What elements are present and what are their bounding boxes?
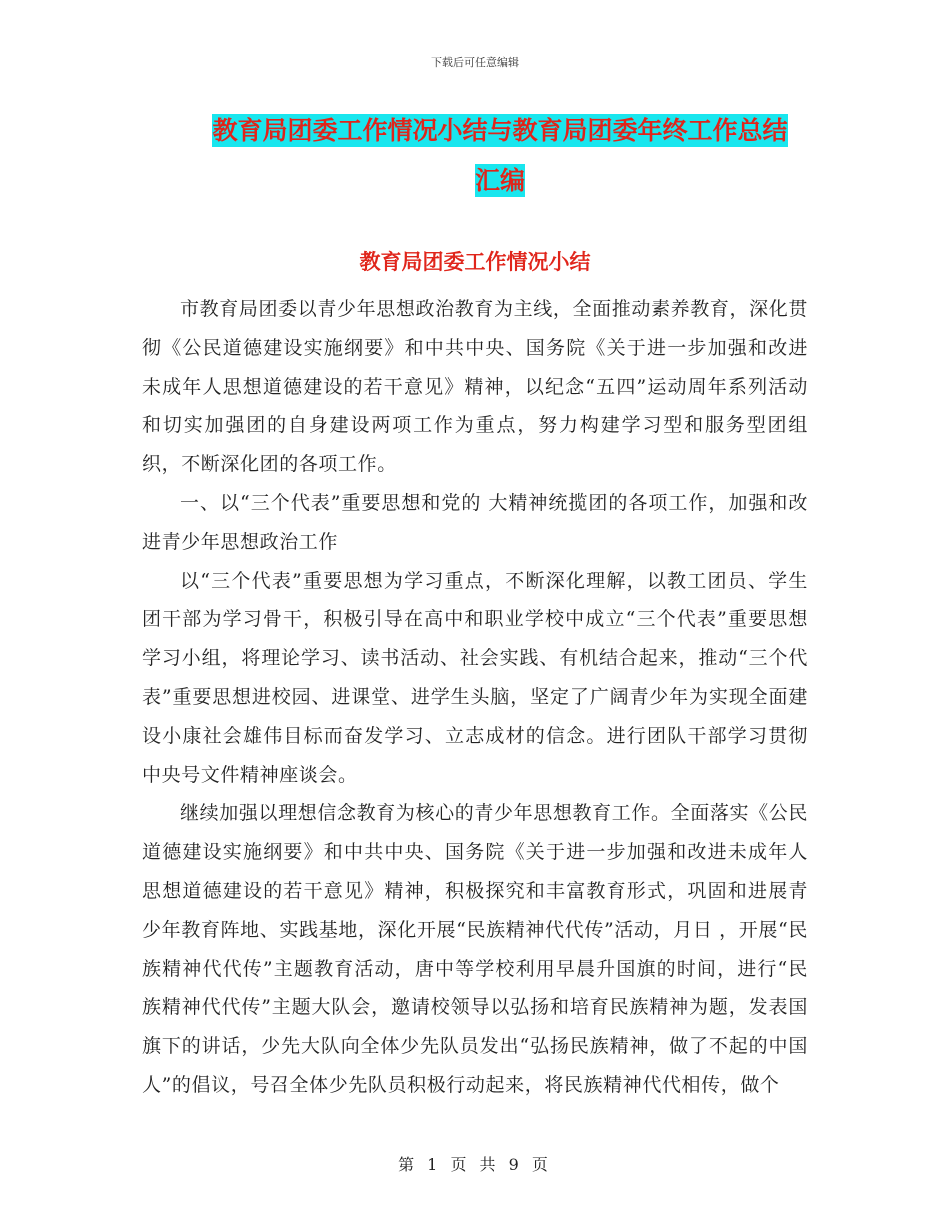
page-footer: 第 1 页 共 9 页 — [398, 1155, 552, 1174]
document-title — [150, 106, 850, 206]
paragraph-study: 以“三个代表”重要思想为学习重点，不断深化理解，以教工团员、学生团干部为学习骨干，积极引导在高中和职业学校中成立“三个代表”重要思想学习小组，将理论学习、读书活动、社会实践、有机结合起来，推动“三个代表”重要思想进校园、进课堂、进学生头脑，坚定了广阔青少年为实现全面建设小康社会雄伟目标而奋发学习、立志成材的信念。进行团队干部学习贯彻中央号文件精神座谈会。 — [142, 569, 808, 786]
document-title-line-2: 汇编 — [474, 166, 525, 195]
document-body — [142, 290, 808, 1105]
section-title: 教育局团委工作情况小结 — [359, 250, 591, 274]
paragraph-intro: 市教育局团委以青少年思想政治教育为主线，全面推动素养教育，深化贯彻《公民道德建设实施纲要》和中共中央、国务院《关于进一步加强和改进未成年人思想道德建设的若干意见》精神，以纪念“五四”运动周年系列活动和切实加强团的自身建设两项工作为重点，努力构建学习型和服务型团组织，不断深化团的各项工作。 — [142, 298, 808, 476]
header-note: 下载后可任意编辑 — [431, 56, 519, 69]
document-title-line-1: 教育局团委工作情况小结与教育局团委年终工作总结 — [212, 116, 788, 145]
paragraph-ideals: 继续加强以理想信念教育为核心的青少年思想教育工作。全面落实《公民道德建设实施纲要》和中共中央、国务院《关于进一步加强和改进未成年人思想道德建设的若干意见》精神，积极探究和丰富教育形式，巩固和进展青少年教育阵地、实践基地，深化开展“民族精神代代传”活动，月日 ，开展“民族精神代代传”主题教育活动，唐中等学校利用早晨升国旗的时间，进行“民族精神代代传”主题大队会，邀请校领导以弘扬和培育民族精神为题，发表国旗下的讲话，少先大队向全体少先队员发出“弘扬民族精神，做了不起的中国人”的倡议，号召全体少先队员积极行动起来，将民族精神代代相传，做个 — [142, 802, 808, 1096]
paragraph-heading-one: 一、以“三个代表”重要思想和党的 大精神统揽团的各项工作，加强和改进青少年思想政治工作 — [142, 491, 808, 553]
